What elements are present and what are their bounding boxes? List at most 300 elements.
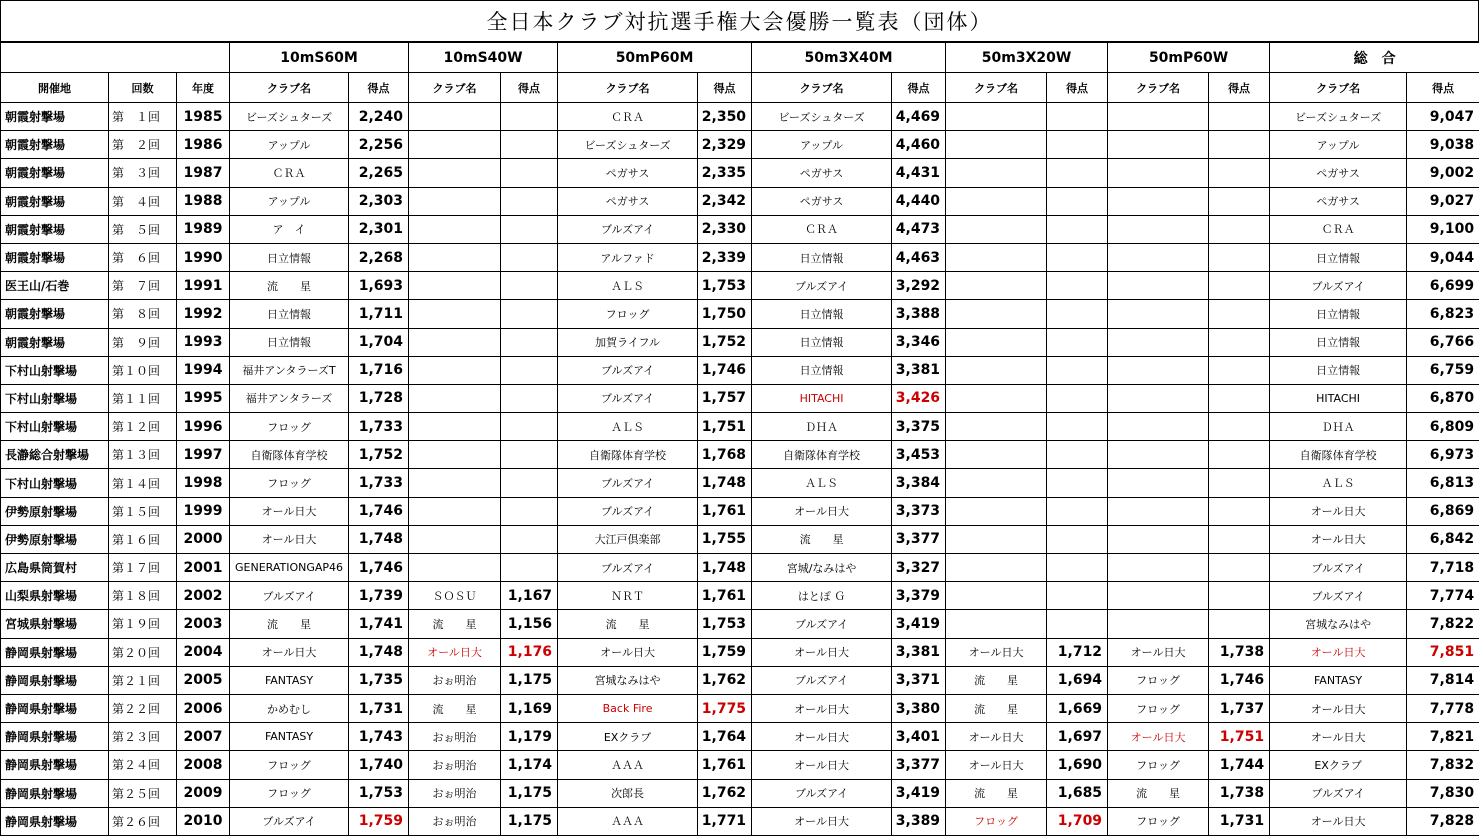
club-header: クラブ名 <box>752 73 892 103</box>
score-cell: 7,830 <box>1407 779 1479 807</box>
club-cell <box>409 159 501 187</box>
year-cell: 1989 <box>177 215 230 243</box>
club-cell: オール日大 <box>752 723 892 751</box>
club-cell: 流 星 <box>230 272 349 300</box>
venue-cell: 伊勢原射撃場 <box>1 497 109 525</box>
score-cell: 1,746 <box>349 554 409 582</box>
score-cell: 1,744 <box>1209 751 1270 779</box>
score-cell: 1,735 <box>349 666 409 694</box>
round-cell: 第２２回 <box>109 694 177 722</box>
score-cell: 3,371 <box>892 666 946 694</box>
club-cell: フロッグ <box>558 300 698 328</box>
club-cell: 日立情報 <box>230 300 349 328</box>
year-cell: 1996 <box>177 413 230 441</box>
score-cell: 1,748 <box>349 525 409 553</box>
table-row <box>1 103 1479 131</box>
club-cell: 流 星 <box>230 610 349 638</box>
club-cell: アップル <box>1270 131 1407 159</box>
club-cell: ブルズアイ <box>752 666 892 694</box>
club-header: クラブ名 <box>409 73 501 103</box>
score-cell: 9,027 <box>1407 187 1479 215</box>
club-cell: アップル <box>230 187 349 215</box>
club-cell: オール日大 <box>1270 807 1407 835</box>
year-cell: 2009 <box>177 779 230 807</box>
score-cell: 3,401 <box>892 723 946 751</box>
club-cell: ブルズアイ <box>558 384 698 412</box>
score-cell <box>1047 582 1108 610</box>
score-cell: 1,775 <box>698 694 752 722</box>
score-cell <box>501 159 558 187</box>
score-cell: 7,822 <box>1407 610 1479 638</box>
score-cell: 2,329 <box>698 131 752 159</box>
score-cell <box>1209 413 1270 441</box>
club-cell <box>409 103 501 131</box>
year-cell: 1999 <box>177 497 230 525</box>
club-cell: 日立情報 <box>752 300 892 328</box>
table-row <box>1 469 1479 497</box>
venue-cell: 静岡県射撃場 <box>1 779 109 807</box>
club-cell: ブルズアイ <box>230 807 349 835</box>
score-cell: 9,100 <box>1407 215 1479 243</box>
score-cell: 1,761 <box>698 751 752 779</box>
club-cell: おぉ明治 <box>409 751 501 779</box>
score-cell: 3,346 <box>892 328 946 356</box>
score-cell: 1,752 <box>349 441 409 469</box>
club-cell: オール日大 <box>1270 525 1407 553</box>
club-cell <box>946 159 1047 187</box>
score-cell: 9,044 <box>1407 243 1479 271</box>
club-cell: 流 星 <box>946 666 1047 694</box>
score-cell: 3,380 <box>892 694 946 722</box>
venue-cell: 朝霞射撃場 <box>1 215 109 243</box>
round-cell: 第１５回 <box>109 497 177 525</box>
score-cell <box>501 384 558 412</box>
score-cell <box>501 215 558 243</box>
club-cell: オール日大 <box>752 751 892 779</box>
table-row <box>1 131 1479 159</box>
venue-cell: 下村山射撃場 <box>1 384 109 412</box>
score-cell: 1,739 <box>349 582 409 610</box>
table-row <box>1 751 1479 779</box>
club-cell: アルファド <box>558 243 698 271</box>
club-cell: アップル <box>230 131 349 159</box>
score-cell: 1,179 <box>501 723 558 751</box>
club-cell <box>946 215 1047 243</box>
venue-cell: 朝霞射撃場 <box>1 328 109 356</box>
club-cell: ブルズアイ <box>230 582 349 610</box>
club-cell: おぉ明治 <box>409 807 501 835</box>
score-header: 得点 <box>1209 73 1270 103</box>
club-cell: 流 星 <box>1108 779 1209 807</box>
score-cell: 1,759 <box>698 638 752 666</box>
venue-cell: 朝霞射撃場 <box>1 300 109 328</box>
club-cell: 次郎長 <box>558 779 698 807</box>
club-cell: フロッグ <box>1108 807 1209 835</box>
table-row <box>1 779 1479 807</box>
club-cell: 流 星 <box>946 694 1047 722</box>
score-cell <box>1209 243 1270 271</box>
score-cell <box>1209 469 1270 497</box>
score-cell <box>501 187 558 215</box>
score-cell: 1,694 <box>1047 666 1108 694</box>
club-cell: オール日大 <box>558 638 698 666</box>
score-cell: 1,740 <box>349 751 409 779</box>
club-cell: オール日大 <box>230 497 349 525</box>
club-cell <box>946 525 1047 553</box>
score-cell: 1,711 <box>349 300 409 328</box>
year-cell: 2006 <box>177 694 230 722</box>
club-cell: ペガサス <box>558 187 698 215</box>
table-row <box>1 525 1479 553</box>
club-cell: ペガサス <box>1270 159 1407 187</box>
round-cell: 第２４回 <box>109 751 177 779</box>
venue-cell: 広島県筒賀村 <box>1 554 109 582</box>
score-cell: 3,377 <box>892 751 946 779</box>
round-cell: 第１８回 <box>109 582 177 610</box>
venue-cell: 伊勢原射撃場 <box>1 525 109 553</box>
score-header: 得点 <box>1407 73 1479 103</box>
year-cell: 2005 <box>177 666 230 694</box>
venue-cell: 医王山/石巻 <box>1 272 109 300</box>
club-header: クラブ名 <box>1270 73 1407 103</box>
score-cell: 1,156 <box>501 610 558 638</box>
club-cell: 日立情報 <box>230 328 349 356</box>
year-cell: 1985 <box>177 103 230 131</box>
club-header: クラブ名 <box>946 73 1047 103</box>
score-cell: 2,342 <box>698 187 752 215</box>
table-row <box>1 215 1479 243</box>
club-cell <box>1108 187 1209 215</box>
venue-cell: 下村山射撃場 <box>1 356 109 384</box>
score-cell: 1,728 <box>349 384 409 412</box>
score-cell: 3,381 <box>892 356 946 384</box>
club-cell: オール日大 <box>752 497 892 525</box>
round-cell: 第 ２回 <box>109 131 177 159</box>
score-cell: 1,748 <box>698 469 752 497</box>
score-cell <box>1209 272 1270 300</box>
score-cell: 9,038 <box>1407 131 1479 159</box>
table-row <box>1 666 1479 694</box>
club-cell <box>409 300 501 328</box>
score-header: 得点 <box>349 73 409 103</box>
score-cell: 2,301 <box>349 215 409 243</box>
score-cell: 1,709 <box>1047 807 1108 835</box>
club-cell <box>1108 215 1209 243</box>
round-cell: 第 ３回 <box>109 159 177 187</box>
score-cell: 3,379 <box>892 582 946 610</box>
round-cell: 第１２回 <box>109 413 177 441</box>
club-cell: ブルズアイ <box>558 469 698 497</box>
club-cell: オール日大 <box>946 723 1047 751</box>
club-cell: フロッグ <box>230 751 349 779</box>
score-cell: 3,419 <box>892 779 946 807</box>
score-cell <box>1209 356 1270 384</box>
club-cell: 日立情報 <box>1270 356 1407 384</box>
club-cell: オール日大 <box>1270 638 1407 666</box>
club-cell <box>409 384 501 412</box>
venue-cell: 静岡県射撃場 <box>1 638 109 666</box>
venue-cell: 長瀞総合射撃場 <box>1 441 109 469</box>
club-cell: ＣＲＡ <box>1270 215 1407 243</box>
results-body <box>1 103 1479 836</box>
table-row <box>1 159 1479 187</box>
score-cell <box>501 525 558 553</box>
venue-cell: 宮城県射撃場 <box>1 610 109 638</box>
round-cell: 第１０回 <box>109 356 177 384</box>
score-cell: 1,169 <box>501 694 558 722</box>
event-header: 総 合 <box>1270 43 1479 73</box>
club-cell: オール日大 <box>1270 694 1407 722</box>
club-cell <box>1108 610 1209 638</box>
score-cell: 1,733 <box>349 469 409 497</box>
score-cell <box>1047 215 1108 243</box>
club-cell: フロッグ <box>230 779 349 807</box>
club-cell: フロッグ <box>946 807 1047 835</box>
score-cell: 1,697 <box>1047 723 1108 751</box>
club-cell: ビーズシュターズ <box>230 103 349 131</box>
club-cell: オール日大 <box>1270 497 1407 525</box>
club-cell: オール日大 <box>1108 638 1209 666</box>
score-cell: 1,669 <box>1047 694 1108 722</box>
club-cell <box>409 525 501 553</box>
score-cell: 6,842 <box>1407 525 1479 553</box>
club-header: クラブ名 <box>230 73 349 103</box>
club-cell: ＡＡＡ <box>558 751 698 779</box>
club-cell <box>946 384 1047 412</box>
score-cell: 1,761 <box>698 497 752 525</box>
club-cell: EXクラブ <box>558 723 698 751</box>
club-cell: 日立情報 <box>1270 243 1407 271</box>
score-cell: 1,731 <box>349 694 409 722</box>
club-cell: ＡＬＳ <box>558 272 698 300</box>
club-cell: ＮＲＴ <box>558 582 698 610</box>
score-cell: 4,440 <box>892 187 946 215</box>
club-cell <box>946 243 1047 271</box>
club-cell: Back Fire <box>558 694 698 722</box>
score-cell: 1,751 <box>698 413 752 441</box>
score-cell: 6,766 <box>1407 328 1479 356</box>
club-cell: ブルズアイ <box>752 779 892 807</box>
club-cell: おぉ明治 <box>409 723 501 751</box>
club-cell: はとぽ Ｇ <box>752 582 892 610</box>
table-row <box>1 554 1479 582</box>
round-cell: 第２５回 <box>109 779 177 807</box>
club-cell: ブルズアイ <box>1270 554 1407 582</box>
score-cell: 7,832 <box>1407 751 1479 779</box>
round-cell: 第 ６回 <box>109 243 177 271</box>
club-cell <box>1108 469 1209 497</box>
club-cell <box>1108 441 1209 469</box>
score-cell: 2,330 <box>698 215 752 243</box>
header-blank <box>1 43 230 73</box>
club-cell: ＡＡＡ <box>558 807 698 835</box>
club-cell: ブルズアイ <box>558 215 698 243</box>
score-cell: 3,381 <box>892 638 946 666</box>
score-cell: 1,746 <box>698 356 752 384</box>
event-header: 50mP60W <box>1108 43 1270 73</box>
club-cell: フロッグ <box>230 413 349 441</box>
score-cell: 1,761 <box>698 582 752 610</box>
club-cell <box>409 131 501 159</box>
club-cell: ペガサス <box>1270 187 1407 215</box>
club-cell <box>946 187 1047 215</box>
venue-cell: 下村山射撃場 <box>1 469 109 497</box>
club-cell: オール日大 <box>1108 723 1209 751</box>
score-cell <box>1047 356 1108 384</box>
year-cell: 1987 <box>177 159 230 187</box>
score-cell: 6,813 <box>1407 469 1479 497</box>
venue-cell: 下村山射撃場 <box>1 413 109 441</box>
club-cell: 日立情報 <box>752 356 892 384</box>
score-cell: 1,175 <box>501 666 558 694</box>
club-cell: 宮城/なみはや <box>752 554 892 582</box>
score-cell <box>1209 328 1270 356</box>
round-cell: 第１６回 <box>109 525 177 553</box>
club-cell: フロッグ <box>230 469 349 497</box>
club-cell: オール日大 <box>752 638 892 666</box>
year-cell: 1993 <box>177 328 230 356</box>
score-cell: 2,265 <box>349 159 409 187</box>
club-cell <box>1108 525 1209 553</box>
score-cell <box>1047 131 1108 159</box>
column-header-row <box>1 73 1479 103</box>
round-cell: 第１３回 <box>109 441 177 469</box>
table-row <box>1 328 1479 356</box>
club-cell <box>409 413 501 441</box>
club-cell: ビーズシュターズ <box>1270 103 1407 131</box>
club-cell <box>1108 103 1209 131</box>
score-cell <box>1047 441 1108 469</box>
score-cell: 6,823 <box>1407 300 1479 328</box>
score-cell: 6,699 <box>1407 272 1479 300</box>
year-cell: 2004 <box>177 638 230 666</box>
club-cell: オール日大 <box>230 525 349 553</box>
club-cell: 自衛隊体育学校 <box>558 441 698 469</box>
score-cell <box>1047 525 1108 553</box>
venue-cell: 朝霞射撃場 <box>1 243 109 271</box>
round-cell: 第１９回 <box>109 610 177 638</box>
score-cell: 2,268 <box>349 243 409 271</box>
club-cell: フロッグ <box>1108 694 1209 722</box>
venue-cell: 山梨県射撃場 <box>1 582 109 610</box>
score-cell: 7,851 <box>1407 638 1479 666</box>
club-cell <box>409 328 501 356</box>
score-cell <box>1209 215 1270 243</box>
club-cell: おぉ明治 <box>409 666 501 694</box>
club-cell: オール日大 <box>946 638 1047 666</box>
round-cell: 第 ５回 <box>109 215 177 243</box>
club-cell: 日立情報 <box>752 328 892 356</box>
club-cell: 宮城なみはや <box>1270 610 1407 638</box>
score-cell <box>1047 497 1108 525</box>
score-cell: 3,384 <box>892 469 946 497</box>
score-cell: 7,814 <box>1407 666 1479 694</box>
club-cell: ブルズアイ <box>752 272 892 300</box>
score-cell <box>501 243 558 271</box>
score-cell: 1,704 <box>349 328 409 356</box>
score-cell: 4,473 <box>892 215 946 243</box>
club-cell <box>946 356 1047 384</box>
club-cell <box>409 469 501 497</box>
venue-cell: 静岡県射撃場 <box>1 666 109 694</box>
club-cell <box>946 497 1047 525</box>
table-row <box>1 723 1479 751</box>
club-cell: ＡＬＳ <box>558 413 698 441</box>
score-cell: 7,718 <box>1407 554 1479 582</box>
score-cell: 1,771 <box>698 807 752 835</box>
club-cell: ＳＯＳＵ <box>409 582 501 610</box>
venue-cell: 静岡県射撃場 <box>1 723 109 751</box>
club-cell: 流 星 <box>558 610 698 638</box>
score-cell <box>501 300 558 328</box>
score-cell: 1,752 <box>698 328 752 356</box>
score-cell: 1,685 <box>1047 779 1108 807</box>
year-cell: 1991 <box>177 272 230 300</box>
club-cell <box>946 441 1047 469</box>
score-cell: 7,821 <box>1407 723 1479 751</box>
score-cell <box>1047 103 1108 131</box>
club-cell <box>1108 243 1209 271</box>
score-cell: 1,738 <box>1209 779 1270 807</box>
score-cell: 1,176 <box>501 638 558 666</box>
club-cell: FANTASY <box>230 666 349 694</box>
round-cell: 第２３回 <box>109 723 177 751</box>
club-cell: 日立情報 <box>1270 328 1407 356</box>
club-cell <box>946 582 1047 610</box>
event-header: 50m3X40M <box>752 43 946 73</box>
score-cell: 1,743 <box>349 723 409 751</box>
club-header: クラブ名 <box>558 73 698 103</box>
table-row <box>1 610 1479 638</box>
club-cell <box>946 272 1047 300</box>
venue-cell: 朝霞射撃場 <box>1 131 109 159</box>
score-cell: 4,460 <box>892 131 946 159</box>
club-cell <box>409 554 501 582</box>
club-cell: HITACHI <box>752 384 892 412</box>
club-cell <box>409 356 501 384</box>
club-cell: 自衛隊体育学校 <box>1270 441 1407 469</box>
score-cell <box>1209 497 1270 525</box>
year-cell: 2007 <box>177 723 230 751</box>
year-cell: 2008 <box>177 751 230 779</box>
round-cell: 第 １回 <box>109 103 177 131</box>
year-cell: 2003 <box>177 610 230 638</box>
score-cell <box>1209 384 1270 412</box>
club-cell: 福井アンタラーズT <box>230 356 349 384</box>
club-cell: GENERATIONGAP46 <box>230 554 349 582</box>
score-cell: 1,753 <box>349 779 409 807</box>
score-cell <box>1209 554 1270 582</box>
score-cell <box>1209 131 1270 159</box>
score-cell: 6,870 <box>1407 384 1479 412</box>
club-cell: ブルズアイ <box>558 554 698 582</box>
round-cell: 第２６回 <box>109 807 177 835</box>
table-row <box>1 187 1479 215</box>
score-cell: 1,762 <box>698 666 752 694</box>
score-cell <box>1047 384 1108 412</box>
score-cell: 3,373 <box>892 497 946 525</box>
year-cell: 1990 <box>177 243 230 271</box>
year-header: 年度 <box>177 73 230 103</box>
club-cell <box>1108 131 1209 159</box>
club-cell: ブルズアイ <box>558 497 698 525</box>
venue-cell: 朝霞射撃場 <box>1 187 109 215</box>
year-cell: 1997 <box>177 441 230 469</box>
club-cell: 自衛隊体育学校 <box>752 441 892 469</box>
results-table <box>0 42 1479 836</box>
club-cell <box>1108 272 1209 300</box>
club-cell: ＡＬＳ <box>1270 469 1407 497</box>
